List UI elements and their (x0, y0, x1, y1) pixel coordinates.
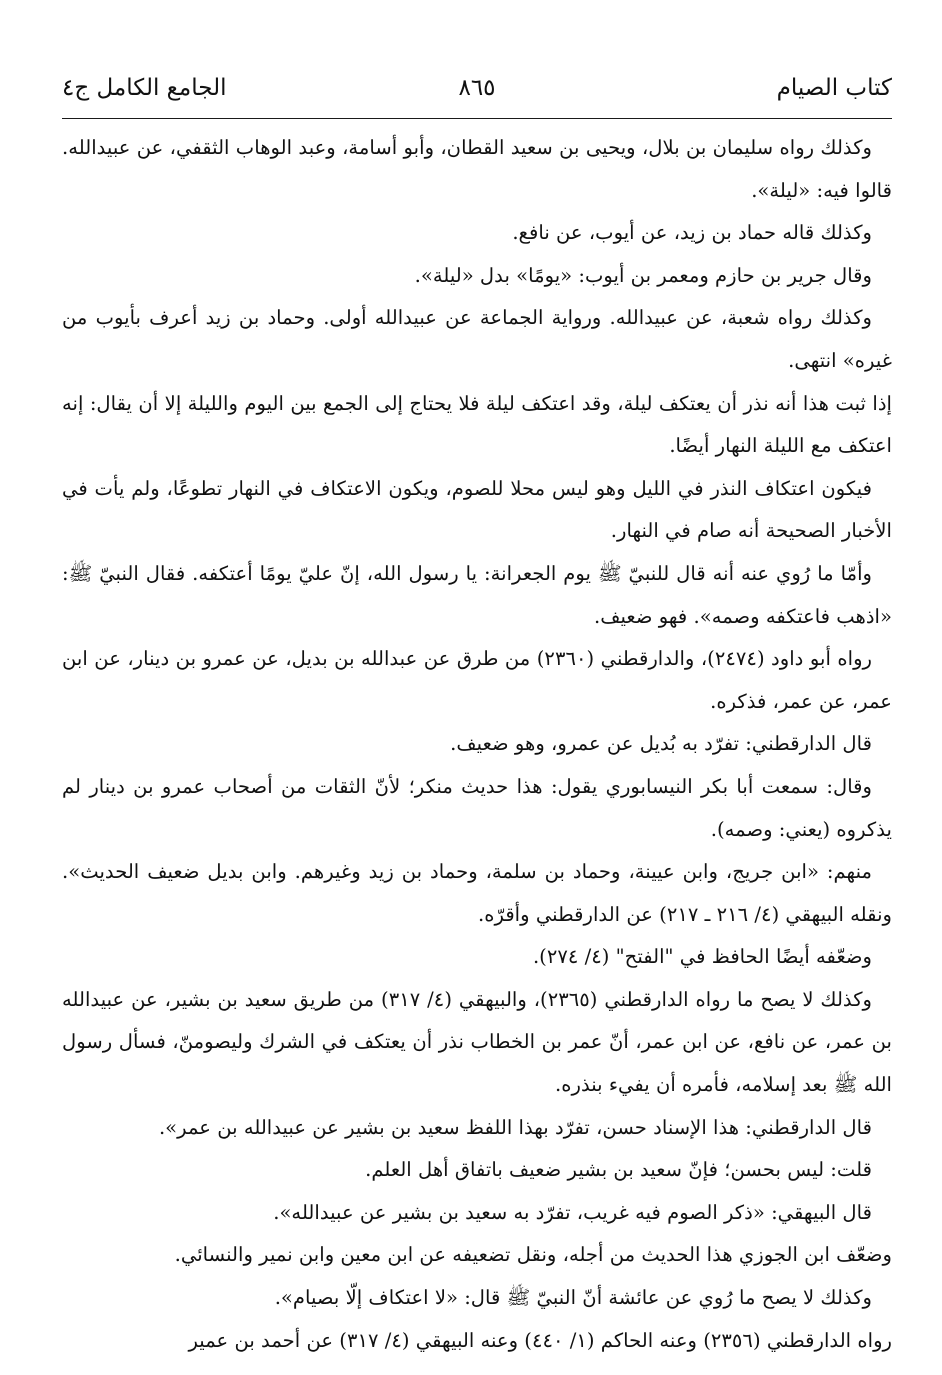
paragraph: قلت: ليس بحسن؛ فإنّ سعيد بن بشير ضعيف باتفاق أهل العلم. (365, 1158, 872, 1182)
paragraph: وضعّف ابن الجوزي هذا الحديث من أجله، ونقل تضعيفه عن ابن معين وابن نمير والنسائي. (174, 1243, 892, 1267)
paragraph: رواه أبو داود (٢٤٧٤)، والدارقطني (٢٣٦٠) من طرق عن عبدالله بن بديل، عن عمرو بن دينار، عن ابن عمر، عن عمر، فذكره. (62, 647, 892, 713)
running-header (62, 62, 892, 114)
paragraph: قال الدارقطني: تفرّد به بُديل عن عمرو، وهو ضعيف. (450, 732, 872, 756)
paragraph: وضعّفه أيضًا الحافظ في "الفتح" (٤/ ٢٧٤). (532, 945, 872, 969)
paragraph: وقال جرير بن حازم ومعمر بن أيوب: «يومًا» بدل «ليلة». (414, 263, 872, 287)
paragraph: وكذلك لا يصح ما رواه الدارقطني (٢٣٦٥)، والبيهقي (٤/ ٣١٧) من طريق سعيد بن بشير، عن عبيدالله بن عمر، عن نافع، عن ابن عمر، أنّ عمر بن الخطاب نذر أن يعتكف في الشرك وليصومنّ، فسأل رسول الله ﷺ بعد إسلامه، فأمره أن يفيء بنذره. (62, 987, 892, 1097)
paragraph: وكذلك رواه شعبة، عن عبيدالله. ورواية الجماعة عن عبيدالله أولى. وحماد بن زيد أعرف بأيوب من غيره» انتهى. (62, 306, 892, 372)
header-chapter-title: كتاب الصيام (776, 75, 892, 101)
paragraph: فيكون اعتكاف النذر في الليل وهو ليس محلا للصوم، ويكون الاعتكاف في النهار تطوعًا، ولم يأت في الأخبار الصحيحة أنه صام في النهار. (62, 476, 892, 543)
paragraph: رواه الدارقطني (٢٣٥٦) وعنه الحاكم (١/ ٤٤٠) وعنه البيهقي (٤/ ٣١٧) عن أحمد بن عمير (188, 1328, 892, 1352)
paragraph: إذا ثبت هذا أنه نذر أن يعتكف ليلة، وقد اعتكف ليلة فلا يحتاج إلى الجمع بين اليوم والليلة إلا أن يقال: إنه اعتكف مع الليلة النهار أيضًا. (62, 391, 892, 458)
paragraph: وكذلك رواه سليمان بن بلال، ويحيى بن سعيد القطان، وأبو أسامة، وعبد الوهاب الثقفي، عن عبيدالله. قالوا فيه: «ليلة». (62, 136, 892, 202)
paragraph: منهم: «ابن جريج، وابن عيينة، وحماد بن سلمة، وحماد بن زيد وغيرهم. وابن بديل ضعيف الحديث». ونقله البيهقي (٤/ ٢١٦ ـ ٢١٧) عن الدارقطني وأقرّه. (62, 860, 892, 926)
paragraph: قال الدارقطني: هذا الإسناد حسن، تفرّد بهذا اللفظ سعيد بن بشير عن عبيدالله بن عمر». (158, 1115, 872, 1139)
paragraph: وقال: سمعت أبا بكر النيسابوري يقول: هذا حديث منكر؛ لأنّ الثقات من أصحاب عمرو بن دينار لم يذكروه (يعني: وصمه). (62, 774, 892, 841)
header-rule (62, 118, 892, 119)
paragraph: وأمّا ما رُوي عنه أنه قال للنبيّ ﷺ يوم الجعرانة: يا رسول الله، إنّ عليّ يومًا أعتكفه. فقال النبيّ ﷺ: «اذهب فاعتكفه وصمه». فهو ضعيف. (62, 561, 892, 628)
paragraph: وكذلك لا يصح ما رُوي عن عائشة أنّ النبيّ ﷺ قال: «لا اعتكاف إلّا بصيام». (274, 1286, 872, 1310)
page-number: ٨٦٥ (458, 75, 496, 101)
header-book-title: الجامع الكامل ج٤ (62, 75, 227, 101)
paragraph: قال البيهقي: «ذكر الصوم فيه غريب، تفرّد به سعيد بن بشير عن عبيدالله». (273, 1200, 872, 1224)
paragraph: وكذلك قاله حماد بن زيد، عن أيوب، عن نافع. (512, 221, 872, 245)
body-text (62, 127, 892, 1362)
